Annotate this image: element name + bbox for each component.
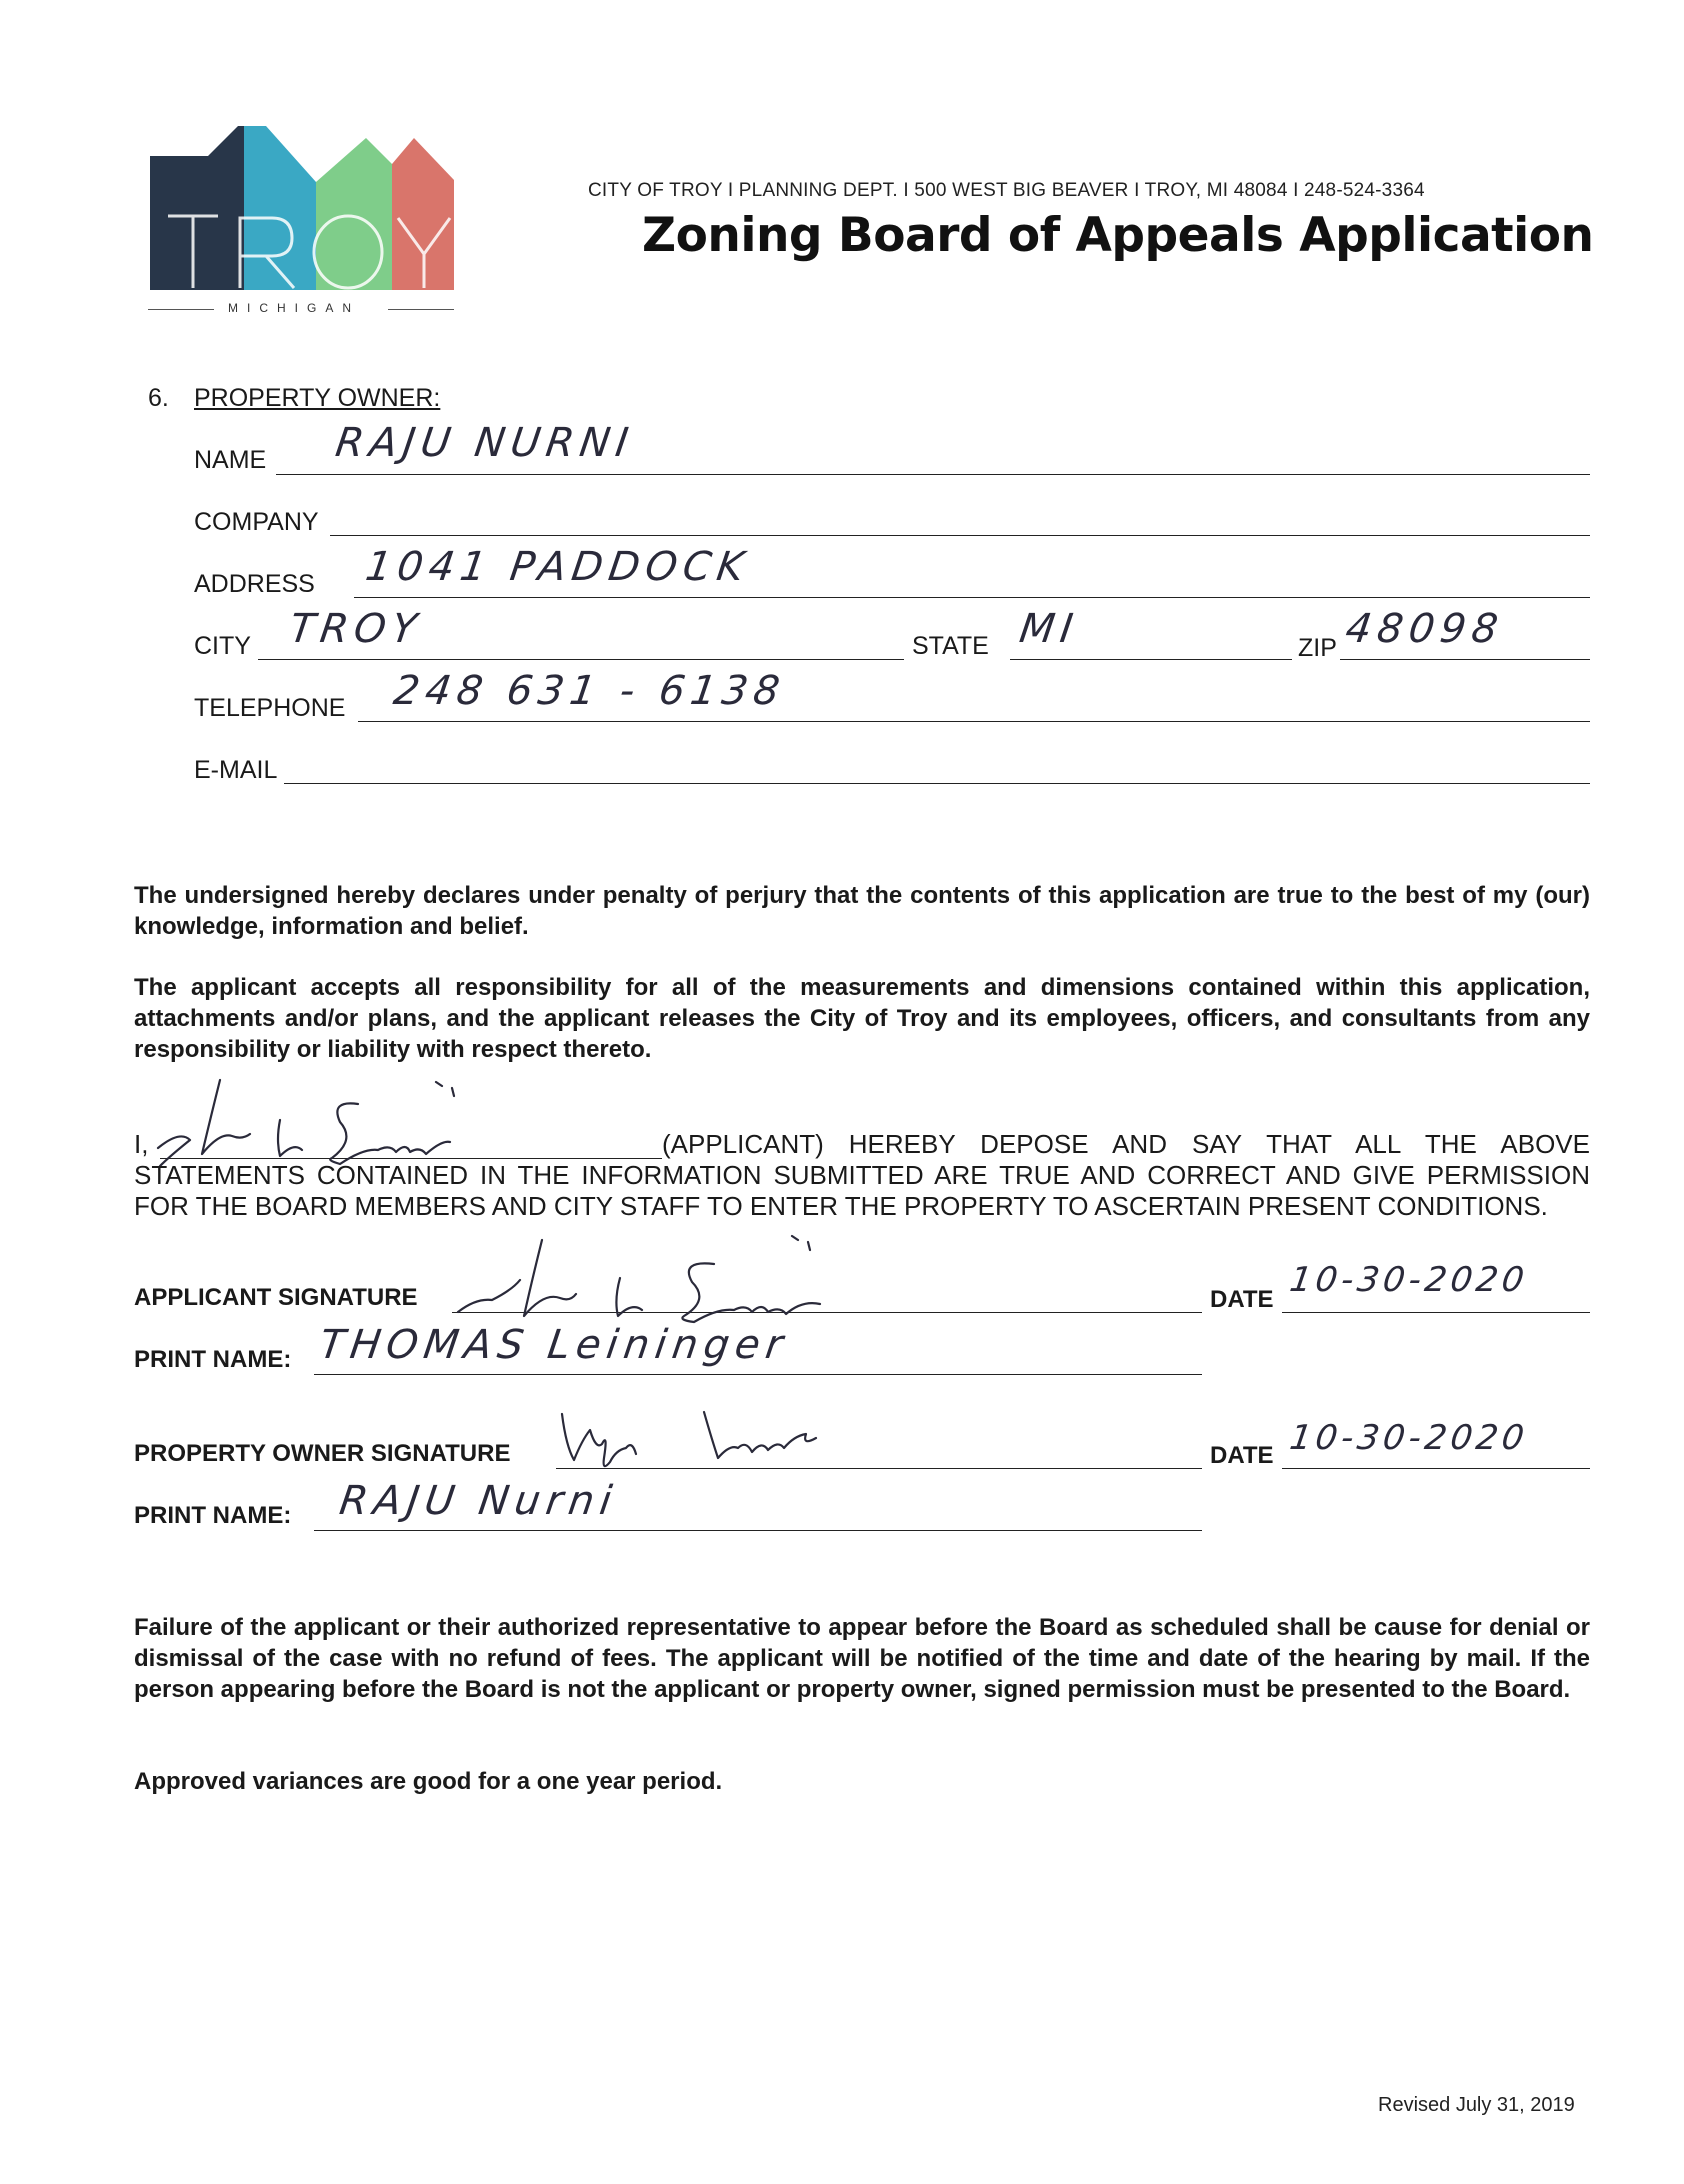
address-field[interactable]: 1041 PADDOCK [362,544,753,590]
name-rule [276,474,1590,475]
zip-rule [1340,659,1590,660]
applicant-date-field[interactable]: 10-30-2020 [1287,1260,1531,1300]
company-label: COMPANY [194,508,319,536]
state-field[interactable]: MI [1016,606,1082,652]
email-field[interactable] [284,783,1590,784]
applicant-date-rule [1282,1312,1590,1313]
zip-field[interactable]: 48098 [1342,606,1507,652]
owner-date-rule [1282,1468,1590,1469]
city-rule [258,659,904,660]
failure-notice: Failure of the applicant or their authorized representative to appear before the Board as scheduled shall be cause for denial or dismissal of the case with no refund of fees. The applicant will be notified of the time and date of the hearing by mail. If the person appearing before the Board is not the applicant or property owner, signed permission must be presented to the Board. [134,1614,1590,1703]
city-label: CITY [194,632,251,660]
depose-statement: (APPLICANT) HEREBY DEPOSE AND SAY THAT ALL THE ABOVE STATEMENTS CONTAINED IN THE INFORMATION SUBMITTED ARE TRUE AND CORRECT AND GIVE PERMISSION FOR THE BOARD MEMBERS AND CITY STAFF TO ENTER THE PROPERTY TO ASCERTAIN PRESENT CONDITIONS. [134,1129,1590,1221]
email-label: E-MAIL [194,756,278,784]
name-label: NAME [194,446,267,474]
owner-date-field[interactable]: 10-30-2020 [1287,1418,1531,1458]
perjury-declaration: The undersigned hereby declares under penalty of perjury that the contents of this application are true to the best of my (our) knowledge, information and belief. [134,882,1590,940]
logo-rule-left [148,309,214,310]
depose-prefix: I, [134,1129,149,1159]
telephone-rule [358,721,1590,722]
revised-date: Revised July 31, 2019 [1378,2094,1575,2116]
contact-line: CITY OF TROY I PLANNING DEPT. I 500 WEST BIG BEAVER I TROY, MI 48084 I 248-524-3364 [588,180,1425,201]
company-field[interactable] [330,535,1590,536]
owner-print-name-field[interactable]: RAJU Nurni [336,1478,621,1524]
applicant-signature-label: APPLICANT SIGNATURE [134,1284,418,1311]
variance-notice: Approved variances are good for a one year period. [134,1768,723,1795]
owner-signature[interactable] [556,1400,896,1480]
applicant-signature[interactable] [452,1220,892,1330]
section-number: 6. [148,384,169,412]
applicant-print-name-label: PRINT NAME: [134,1346,292,1373]
zip-label: ZIP [1298,634,1337,662]
owner-print-name-label: PRINT NAME: [134,1502,292,1529]
state-rule [1010,659,1292,660]
applicant-print-name-rule [314,1374,1202,1375]
document-title: Zoning Board of Appeals Application [642,208,1594,263]
logo-subtext: MICHIGAN [228,301,360,315]
address-rule [354,597,1590,598]
troy-logo [148,124,468,320]
owner-date-label: DATE [1210,1442,1274,1469]
name-field[interactable]: RAJU NURNI [332,420,637,466]
state-label: STATE [912,632,989,660]
address-label: ADDRESS [194,570,315,598]
applicant-date-label: DATE [1210,1286,1274,1313]
owner-signature-label: PROPERTY OWNER SIGNATURE [134,1440,511,1467]
troy-logo-mark [148,124,468,304]
responsibility-declaration: The applicant accepts all responsibility for all of the measurements and dimensions contained within this application, attachments and/or plans, and the applicant releases the City of Troy and its employees, officers, and consultants from any responsibility or liability with respect thereto. [134,974,1590,1063]
applicant-print-name-field[interactable]: THOMAS Leininger [316,1322,792,1368]
owner-print-name-rule [314,1530,1202,1531]
telephone-label: TELEPHONE [194,694,346,722]
city-field[interactable]: TROY [286,606,426,652]
section-title: PROPERTY OWNER: [194,384,441,412]
telephone-field[interactable]: 248 631 - 6138 [390,668,789,714]
logo-rule-right [388,309,454,310]
